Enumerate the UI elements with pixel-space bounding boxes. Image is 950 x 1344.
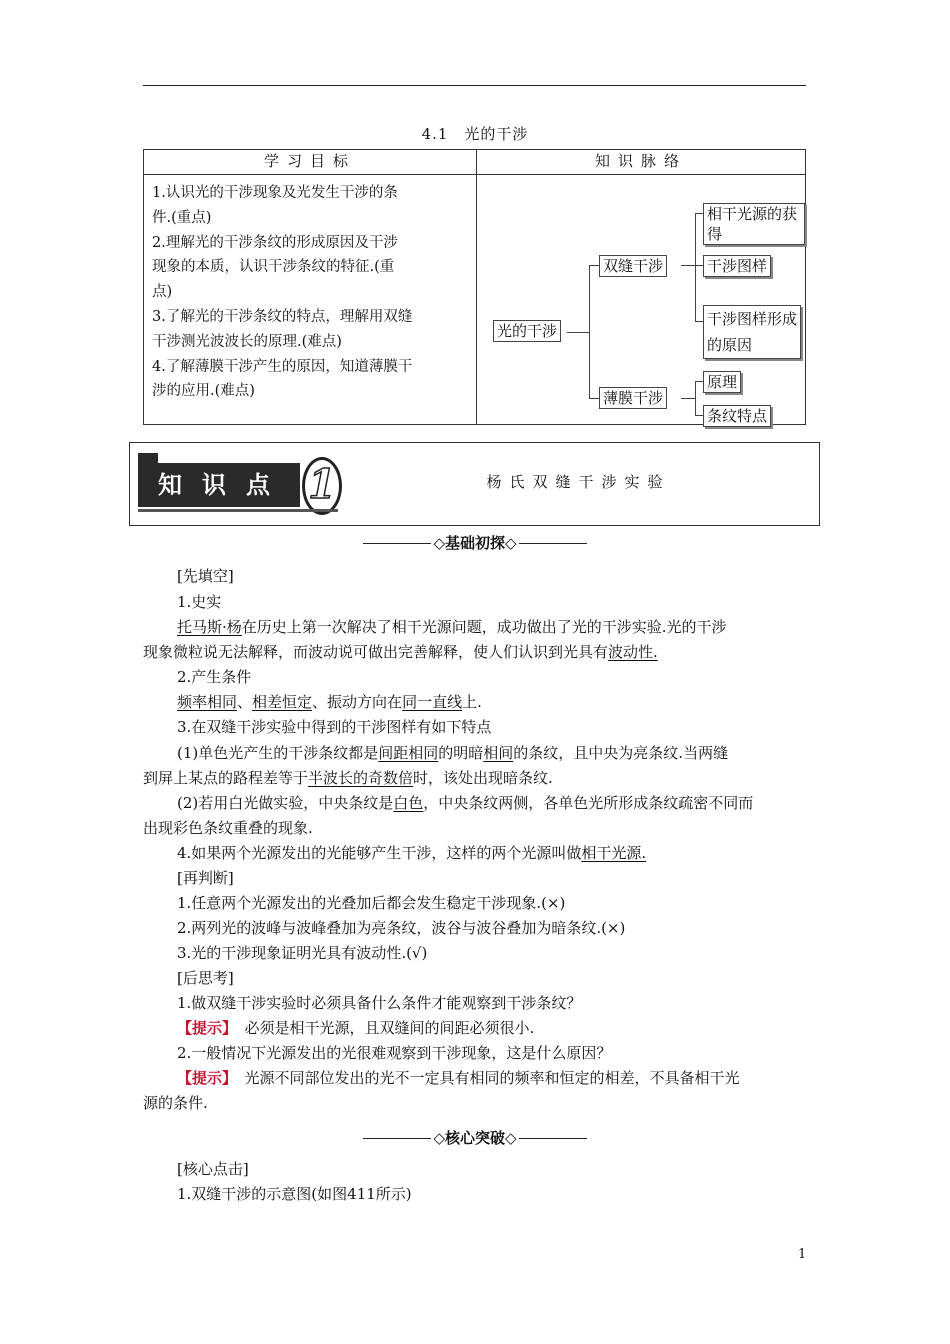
blank-answer: 相干光源. bbox=[581, 844, 647, 862]
page-number: 1 bbox=[798, 1247, 807, 1262]
text: 必须是相干光源，且双缝间的间距必须很小. bbox=[229, 1019, 535, 1037]
divider-rule bbox=[363, 1138, 431, 1139]
hint-line bbox=[177, 1068, 740, 1088]
paragraph-line bbox=[177, 692, 482, 712]
item-title: 1.史实 bbox=[177, 593, 222, 611]
blank-answer: 托马斯·杨 bbox=[177, 618, 242, 636]
map-leaf: 相干光源的获得 bbox=[703, 203, 805, 245]
text: (1)单色光产生的干涉条纹都是 bbox=[177, 744, 379, 762]
goal-line: 2.理解光的干涉条纹的形成原因及干涉 bbox=[152, 234, 398, 251]
fill-tag: [先填空] bbox=[177, 567, 234, 585]
map-leaf: 干涉图样 bbox=[703, 255, 771, 277]
item-title: 2.产生条件 bbox=[177, 668, 252, 686]
banner-label: 知识点 bbox=[138, 463, 300, 507]
section-divider-basic: ◇基础初探◇ bbox=[0, 532, 950, 553]
banner-topic: 杨氏双缝干涉实验 bbox=[486, 473, 671, 491]
map-connector bbox=[567, 332, 589, 333]
text: 光源不同部位发出的光不一定具有相同的频率和恒定的相差，不具备相干光 bbox=[229, 1069, 740, 1087]
think-tag: [后思考] bbox=[177, 969, 234, 987]
section-heading: 基础初探 bbox=[444, 534, 505, 552]
map-connector bbox=[681, 398, 695, 399]
section-divider-core: ◇核心突破◇ bbox=[0, 1127, 950, 1148]
page-title: 4.1 光的干涉 bbox=[421, 125, 529, 143]
banner-tab bbox=[138, 453, 158, 463]
goals-header: 学习目标 bbox=[144, 150, 477, 175]
banner-number: 1 bbox=[302, 457, 342, 515]
divider-rule bbox=[519, 543, 587, 544]
text: 到屏上某点的路程差等于 bbox=[143, 769, 309, 787]
text: 4.如果两个光源发出的光能够产生干涉，这样的两个光源叫做 bbox=[177, 844, 582, 862]
blank-answer: 间距相同 bbox=[378, 744, 439, 762]
blank-answer: 波动性. bbox=[608, 643, 658, 661]
paragraph-line bbox=[177, 793, 753, 813]
blank-answer: 半波长的奇数倍 bbox=[308, 769, 414, 787]
blank-answer: 频率相同 bbox=[177, 693, 238, 711]
paragraph-line bbox=[177, 843, 646, 863]
map-leaf bbox=[703, 305, 801, 359]
paragraph-line: 源的条件. bbox=[143, 1094, 208, 1112]
text: 在历史上第一次解决了相干光源问题，成功做出了光的干涉实验.光的干涉 bbox=[241, 618, 727, 636]
map-branch-thin-film: 薄膜干涉 bbox=[599, 387, 667, 409]
core-item: 1.双缝干涉的示意图(如图411所示) bbox=[177, 1185, 412, 1203]
text: 的条纹，且中央为亮条纹.当两缝 bbox=[513, 744, 729, 762]
banner-underline bbox=[138, 509, 338, 512]
judge-tag: [再判断] bbox=[177, 869, 234, 887]
blank-answer: 白色 bbox=[393, 794, 424, 812]
goal-line: 涉的应用.(难点) bbox=[152, 383, 255, 400]
goals-list bbox=[144, 175, 477, 425]
goal-line: 件.(重点) bbox=[152, 209, 212, 226]
goal-line: 点) bbox=[152, 284, 173, 301]
map-root: 光的干涉 bbox=[493, 320, 561, 342]
text: ，中央条纹两侧，各单色光所形成条纹疏密不同而 bbox=[423, 794, 754, 812]
paragraph-line bbox=[177, 743, 728, 763]
judge-item: 1.任意两个光源发出的光叠加后都会发生稳定干涉现象.(×) bbox=[177, 894, 566, 912]
map-leaf: 条纹特点 bbox=[703, 405, 771, 427]
divider-rule bbox=[363, 543, 431, 544]
text: 的明暗 bbox=[438, 744, 484, 762]
map-connector bbox=[695, 213, 703, 214]
knowledge-map bbox=[477, 175, 806, 425]
paragraph-line bbox=[143, 642, 658, 662]
blank-answer: 相差恒定 bbox=[252, 693, 313, 711]
goal-line: 4.了解薄膜干涉产生的原因，知道薄膜干 bbox=[152, 358, 413, 375]
paragraph-line: 出现彩色条纹重叠的现象. bbox=[143, 819, 313, 837]
goals-table bbox=[143, 149, 806, 425]
paragraph-line bbox=[143, 768, 553, 788]
map-connector bbox=[695, 213, 696, 321]
hint-label: 【提示】 bbox=[177, 1019, 230, 1037]
map-leaf-line: 的原因 bbox=[707, 336, 753, 354]
text: 、 bbox=[237, 693, 253, 711]
item-title: 3.在双缝干涉实验中得到的干涉图样有如下特点 bbox=[177, 718, 492, 736]
text: 、振动方向在 bbox=[312, 693, 403, 711]
map-branch-double-slit: 双缝干涉 bbox=[599, 255, 667, 277]
map-connector bbox=[695, 415, 703, 416]
map-connector bbox=[589, 265, 590, 398]
goal-line: 现象的本质，认识干涉条纹的特征.(重 bbox=[152, 259, 395, 276]
goal-line: 3.了解光的干涉条纹的特点，理解用双缝 bbox=[152, 308, 413, 325]
top-rule bbox=[143, 85, 806, 86]
hint-label: 【提示】 bbox=[177, 1069, 230, 1087]
hint-line bbox=[177, 1018, 534, 1038]
text: (2)若用白光做实验，中央条纹是 bbox=[177, 794, 394, 812]
think-question: 1.做双缝干涉实验时必须具备什么条件才能观察到干涉条纹？ bbox=[177, 994, 582, 1012]
paragraph-line bbox=[177, 617, 727, 637]
core-tag: [核心点击] bbox=[177, 1160, 249, 1178]
blank-answer: 同一直线 bbox=[402, 693, 463, 711]
map-leaf: 原理 bbox=[703, 371, 741, 393]
think-question: 2.一般情况下光源发出的光很难观察到干涉现象，这是什么原因？ bbox=[177, 1044, 612, 1062]
text: 上. bbox=[462, 693, 482, 711]
map-connector bbox=[695, 321, 703, 322]
map-connector bbox=[695, 265, 703, 266]
map-connector bbox=[681, 265, 695, 266]
goal-line: 干涉测光波波长的原理.(难点) bbox=[152, 333, 342, 350]
map-connector bbox=[695, 381, 696, 415]
blank-answer: 相间 bbox=[483, 744, 514, 762]
text: 时，该处出现暗条纹. bbox=[413, 769, 553, 787]
judge-item: 2.两列光的波峰与波峰叠加为亮条纹，波谷与波谷叠加为暗条纹.(×) bbox=[177, 919, 626, 937]
section-heading: 核心突破 bbox=[444, 1129, 505, 1147]
knowledge-point-banner bbox=[129, 442, 820, 526]
map-leaf-line: 干涉图样形成 bbox=[707, 310, 798, 328]
map-connector bbox=[695, 381, 703, 382]
goal-line: 1.认识光的干涉现象及光发生干涉的条 bbox=[152, 185, 398, 201]
text: 现象微粒说无法解释，而波动说可做出完善解释，使人们认识到光具有 bbox=[143, 643, 609, 661]
divider-rule bbox=[519, 1138, 587, 1139]
map-header: 知识脉络 bbox=[477, 150, 806, 175]
judge-item: 3.光的干涉现象证明光具有波动性.(√) bbox=[177, 944, 428, 962]
